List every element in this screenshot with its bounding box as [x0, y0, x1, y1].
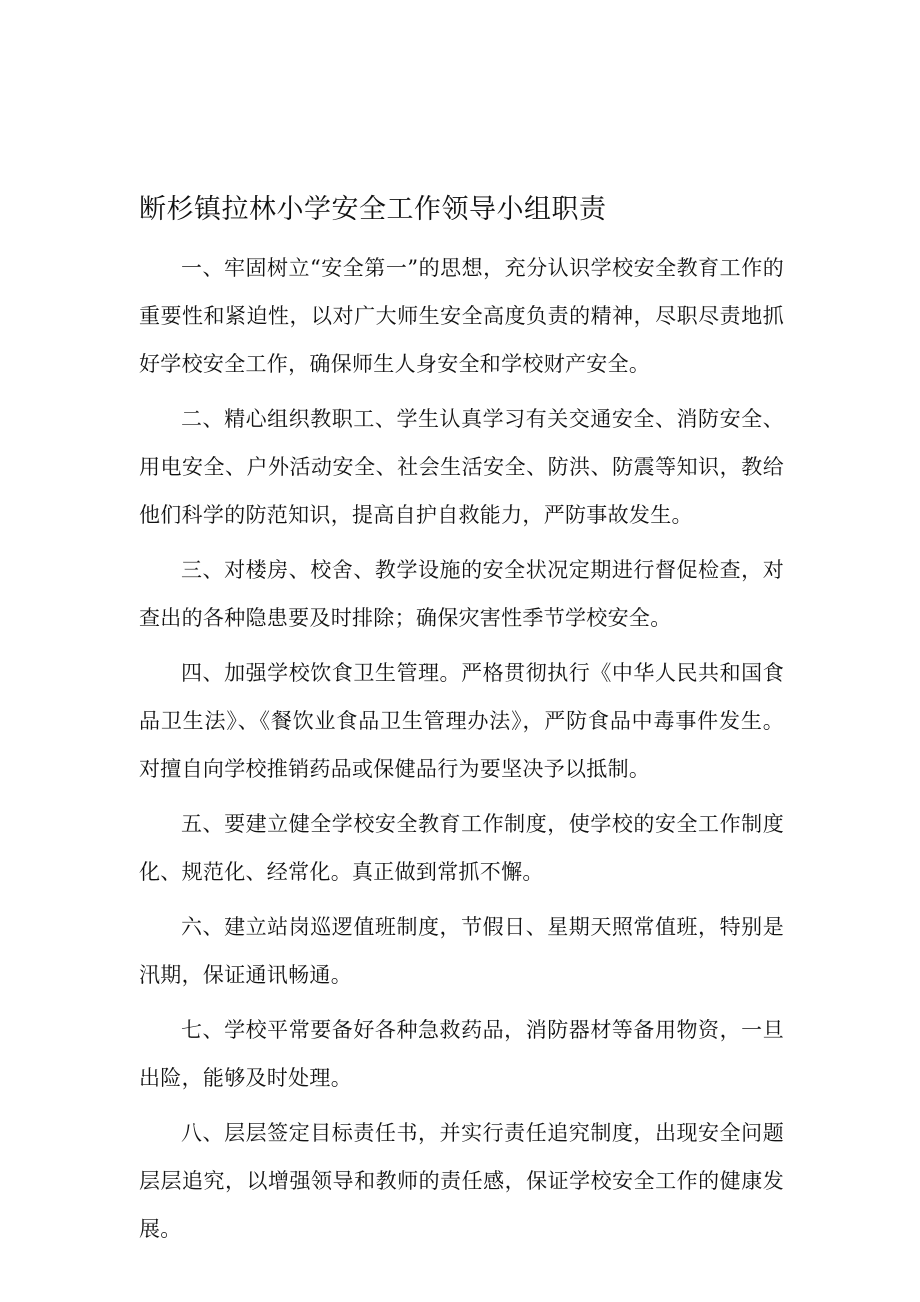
paragraph-7: 七、学校平常要备好各种急救药品，消防器材等备用物资，一旦出险，能够及时处理。: [139, 1018, 784, 1090]
paragraph-3: 三、对楼房、校舍、教学设施的安全状况定期进行督促检查，对查出的各种隐患要及时排除；确保灾害性季节学校安全。: [139, 558, 784, 630]
paragraph-5: 五、要建立健全学校安全教育工作制度，使学校的安全工作制度化、规范化、经常化。真正做到常抓不懈。: [139, 812, 784, 884]
watermark: zixin.cn: [560, 578, 729, 624]
paragraph-2: 二、精心组织教职工、学生认真学习有关交通安全、消防安全、用电安全、户外活动安全、社会生活安全、防洪、防震等知识，教给他们科学的防范知识，提高自护自救能力，严防事故发生。: [139, 407, 784, 527]
paragraph-6: 六、建立站岗巡逻值班制度，节假日、星期天照常值班，特别是汛期，保证通讯畅通。: [139, 915, 784, 987]
paragraph-1: 一、牢固树立“安全第一”的思想，充分认识学校安全教育工作的重要性和紧迫性，以对广大师生安全高度负责的精神，尽职尽责地抓好学校安全工作，确保师生人身安全和学校财产安全。: [139, 256, 784, 376]
paragraph-4: 四、加强学校饮食卫生管理。严格贯彻执行《中华人民共和国食品卫生法》、《餐饮业食品卫生管理办法》，严防食品中毒事件发生。对擅自向学校推销药品或保健品行为要坚决予以抵制。: [139, 661, 784, 781]
document-title: 断杉镇拉林小学安全工作领导小组职责: [139, 194, 607, 225]
paragraph-8: 八、层层签定目标责任书，并实行责任追究制度，出现安全问题层层追究，以增强领导和教师的责任感，保证学校安全工作的健康发展。: [139, 1121, 784, 1241]
document-page: [139, 190, 784, 1260]
